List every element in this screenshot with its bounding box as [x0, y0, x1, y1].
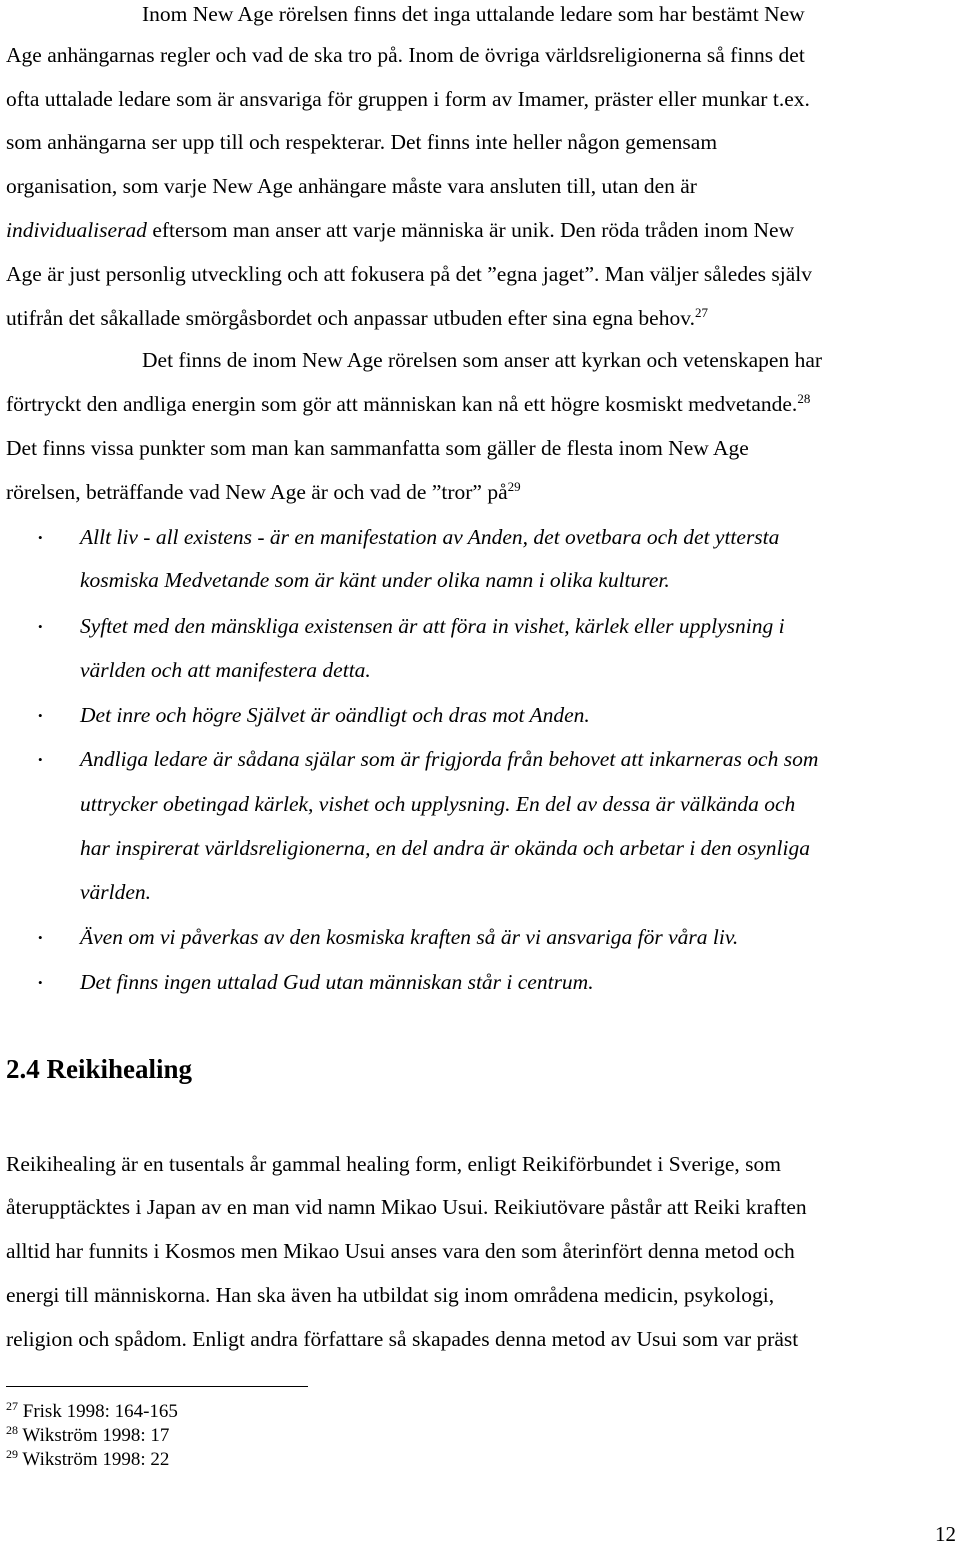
bullet-icon: • [38, 752, 43, 767]
bullet-icon: • [38, 708, 43, 723]
footnote-ref-28: 28 [797, 391, 811, 406]
bullet-icon: • [38, 530, 43, 545]
paragraph-1-line: Inom New Age rörelsen finns det inga uttalande ledare som har bestämt New [142, 2, 805, 26]
footnote-divider [6, 1386, 308, 1387]
paragraph-2-line: Det finns vissa punkter som man kan sammanfatta som gäller de flesta inom New Age [6, 436, 749, 460]
bullet-line: Syftet med den mänskliga existensen är att föra in vishet, kärlek eller upplysning i [80, 614, 785, 638]
line-text: förtryckt den andliga energin som gör att människan kan nå ett högre kosmiskt medvetande. [6, 392, 798, 416]
bullet-line: har inspirerat världsreligionerna, en del andra är okända och arbetar i den osynliga [80, 836, 810, 860]
bullet-icon: • [38, 619, 43, 634]
footnote-text: Wikström 1998: 22 [22, 1449, 170, 1470]
bullet-icon: • [38, 930, 43, 945]
paragraph-3-line: energi till människorna. Han ska även ha utbildat sig inom områdena medicin, psykologi, [6, 1283, 775, 1307]
footnote-ref-29: 29 [507, 479, 521, 494]
bullet-line: Även om vi påverkas av den kosmiska kraften så är vi ansvariga för våra liv. [80, 925, 739, 949]
line-text: utifrån det såkallade smörgåsbordet och anpassar utbuden efter sina egna behov. [6, 306, 695, 330]
footnote-number: 27 [6, 1399, 18, 1413]
paragraph-1-line: Age anhängarnas regler och vad de ska tro på. Inom de övriga världsreligionerna så finns det [6, 43, 805, 67]
footnote [6, 1399, 178, 1422]
paragraph-2-line [6, 391, 811, 416]
paragraph-1-line [6, 305, 708, 330]
paragraph-2-line: Det finns de inom New Age rörelsen som anser att kyrkan och vetenskapen har [142, 348, 823, 372]
bullet-line: kosmiska Medvetande som är känt under olika namn i olika kulturer. [80, 568, 670, 592]
footnote-number: 28 [6, 1423, 18, 1437]
paragraph-1-line: Age är just personlig utveckling och att fokusera på det ”egna jaget”. Man väljer således själv [6, 262, 812, 286]
section-heading: 2.4 Reikihealing [6, 1054, 193, 1084]
bullet-icon: • [38, 975, 43, 990]
paragraph-3-line: Reikihealing är en tusentals år gammal healing form, enligt Reikiförbundet i Sverige, som [6, 1152, 781, 1176]
paragraph-1-line [6, 220, 794, 242]
paragraph-1-line: ofta uttalade ledare som är ansvariga för gruppen i form av Imamer, präster eller munkar t.ex. [6, 87, 810, 111]
paragraph-2-line [6, 479, 521, 504]
paragraph-1-line: organisation, som varje New Age anhängare måste vara ansluten till, utan den är [6, 174, 697, 198]
bullet-line: uttrycker obetingad kärlek, vishet och upplysning. En del av dessa är välkända och [80, 792, 796, 816]
paragraph-3-line: återupptäcktes i Japan av en man vid namn Mikao Usui. Reikiutövare påstår att Reiki kraften [6, 1195, 807, 1219]
page-number: 12 [935, 1522, 956, 1546]
footnote-number: 29 [6, 1447, 18, 1461]
paragraph-3-line: alltid har funnits i Kosmos men Mikao Usui anses vara den som återinfört denna metod och [6, 1239, 795, 1263]
bullet-line: Det finns ingen uttalad Gud utan människan står i centrum. [80, 970, 594, 994]
footnote-text: Wikström 1998: 17 [22, 1425, 170, 1446]
bullet-line: världen. [80, 880, 152, 904]
footnote-ref-27: 27 [694, 305, 708, 320]
bullet-line: världen och att manifestera detta. [80, 658, 371, 682]
bullet-line: Allt liv - all existens - är en manifestation av Anden, det ovetbara och det yttersta [80, 525, 780, 549]
bullet-line: Andliga ledare är sådana själar som är frigjorda från behovet att inkarneras och som [80, 747, 819, 771]
footnote [6, 1447, 170, 1470]
bullet-line: Det inre och högre Självet är oändligt och dras mot Anden. [80, 703, 590, 727]
paragraph-1-line: som anhängarna ser upp till och respekterar. Det finns inte heller någon gemensam [6, 130, 718, 154]
italic-term: individualiserad [6, 218, 147, 242]
paragraph-3-line: religion och spådom. Enligt andra författare så skapades denna metod av Usui som var präst [6, 1327, 799, 1351]
footnote [6, 1423, 170, 1446]
line-text: eftersom man anser att varje människa är unik. Den röda tråden inom New [146, 218, 795, 242]
line-text: rörelsen, beträffande vad New Age är och vad de ”tror” på [6, 480, 508, 504]
footnote-text: Frisk 1998: 164-165 [22, 1401, 178, 1422]
